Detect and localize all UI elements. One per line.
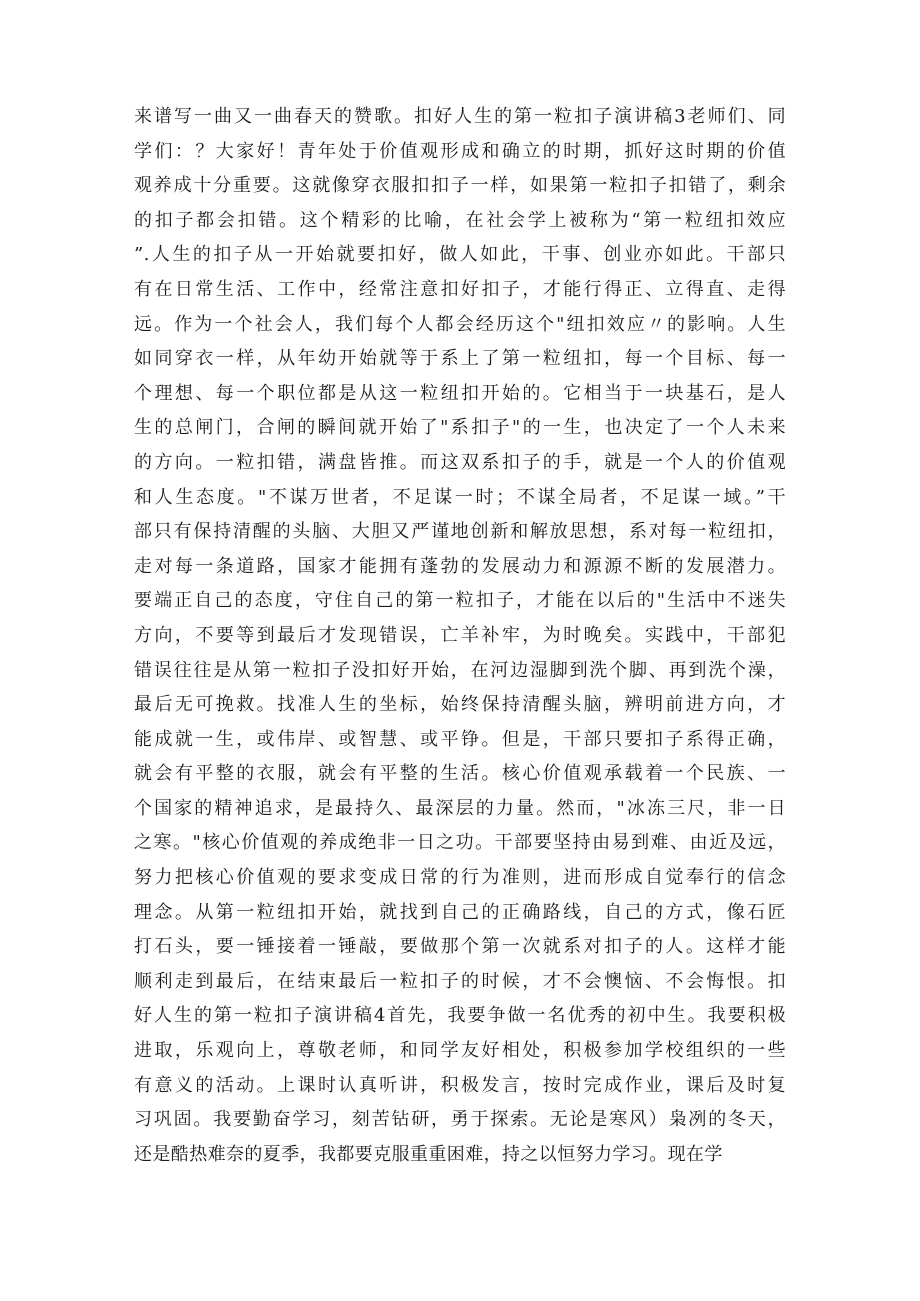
text-line: 远。作为一个社会人，我们每个人都会经历这个"纽扣效应〃的影响。人生 [134,313,786,335]
text-line: 走对每一条道路，国家才能拥有蓬勃的发展动力和源源不断的发展潜力。 [134,555,786,577]
text-line: 的扣子都会扣错。这个精彩的比喻，在社会学上被称为“第一粒纽扣效应 [134,209,786,231]
text-line: 习巩固。我要勤奋学习，刻苦钻研，勇于探索。无论是寒风）枭冽的冬天， [134,1109,786,1131]
text-line: ”.人生的扣子从一开始就要扣好，做人如此，干事、创业亦如此。干部只 [134,244,786,266]
text-line: 如同穿衣一样，从年幼开始就等于系上了第一粒纽扣，每一个目标、每一 [134,348,786,370]
text-line: 顺利走到最后，在结束最后一粒扣子的时候，才不会懊恼、不会悔恨。扣 [134,970,786,992]
text-line: 部只有保持清醒的头脑、大胆又严谨地创新和解放思想，系对每一粒纽扣， [134,521,786,543]
text-line: 之寒。"核心价值观的养成绝非一日之功。干部要坚持由易到难、由近及远， [134,832,786,854]
text-line: 有在日常生活、工作中，经常注意扣好扣子，才能行得正、立得直、走得 [134,278,786,300]
text-line: 生的总闸门，合闸的瞬间就开始了"系扣子"的一生，也决定了一个人未来 [134,417,786,439]
text-line: 还是酷热难奈的夏季，我都要克服重重困难，持之以恒努力学习。现在学 [134,1143,723,1165]
text-line: 方向，不要等到最后才发现错误，亡羊补牢，为时晚矣。实践中，干部犯 [134,624,786,646]
text-line: 个国家的精神追求，是最持久、最深层的力量。然而，"冰冻三尺，非一日 [134,797,786,819]
text-line: 好人生的第一粒扣子演讲稿4首先，我要争做一名优秀的初中生。我要积极 [134,1005,786,1027]
body-text [134,100,786,1172]
text-line: 进取，乐观向上，尊敬老师，和同学友好相处，积极参加学校组织的一些 [134,1040,786,1062]
text-line: 努力把核心价值观的要求变成日常的行为准则，进而形成自觉奉行的信念 [134,867,786,889]
text-line: 打石头，要一锤接着一锤敲，要做那个第一次就系对扣子的人。这样才能 [134,936,786,958]
text-line: 的方向。一粒扣错，满盘皆推。而这双系扣子的手，就是一个人的价值观 [134,451,786,473]
text-line: 就会有平整的衣服，就会有平整的生活。核心价值观承载着一个民族、一 [134,763,786,785]
text-line: 学们：？大家好！青年处于价值观形成和确立的时期，抓好这时期的价值 [134,140,786,162]
text-line: 错误往往是从第一粒扣子没扣好开始，在河边湿脚到洗个脚、再到洗个澡， [134,659,786,681]
text-line: 来谱写一曲又一曲春天的赞歌。扣好人生的第一粒扣子演讲稿3老师们、同 [134,106,786,127]
text-line: 有意义的活动。上课时认真听讲，积极发言，按时完成作业，课后及时复 [134,1074,786,1096]
text-line: 和人生态度。"不谋万世者，不足谋一时；不谋全局者，不足谋一域。”干 [134,486,786,508]
text-line: 观养成十分重要。这就像穿衣服扣扣子一样，如果第一粒扣子扣错了，剩余 [134,175,786,197]
text-line: 最后无可挽救。找准人生的坐标，始终保持清醒头脑，辨明前进方向，才 [134,694,786,716]
text-line: 个理想、每一个职位都是从这一粒纽扣开始的。它相当于一块基石，是人 [134,382,786,404]
text-line: 要端正自己的态度，守住自己的第一粒扣子，才能在以后的"生活中不迷失 [134,590,786,612]
text-line: 理念。从第一粒纽扣开始，就找到自己的正确路线，自己的方式，像石匠 [134,901,786,923]
text-line: 能成就一生，或伟岸、或智慧、或平铮。但是，干部只要扣子系得正确， [134,728,786,750]
